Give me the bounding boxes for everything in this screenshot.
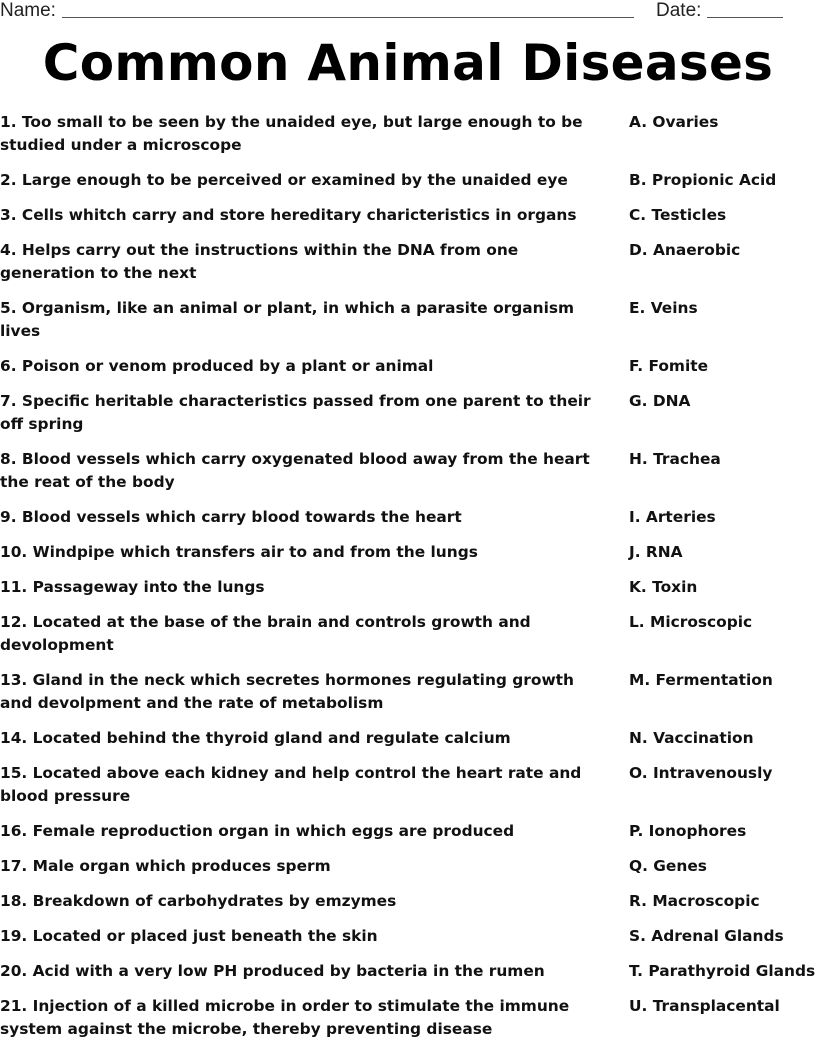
question-text: 19. Located or placed just beneath the skin (0, 927, 378, 945)
answer-option: O. Intravenously (629, 764, 773, 782)
name-blank-line[interactable] (62, 17, 634, 18)
answer-option: Q. Genes (629, 857, 707, 875)
question-text: 6. Poison or venom produced by a plant or animal (0, 357, 434, 375)
date-label: Date: (656, 0, 702, 21)
answer-option: K. Toxin (629, 578, 698, 596)
matching-row (0, 239, 816, 285)
matching-row (0, 820, 816, 843)
matching-row (0, 995, 816, 1041)
question-text: 9. Blood vessels which carry blood towards the heart (0, 508, 462, 526)
answer-option: B. Propionic Acid (629, 171, 777, 189)
answer-option: J. RNA (629, 543, 683, 561)
answer-option: D. Anaerobic (629, 241, 741, 259)
question-text: 1. Too small to be seen by the unaided eye, but large enough to be studied under a microscope (0, 113, 583, 154)
answer-option: A. Ovaries (629, 113, 719, 131)
answer-option: M. Fermentation (629, 671, 773, 689)
answer-option: U. Transplacental (629, 997, 780, 1015)
answer-option: F. Fomite (629, 357, 709, 375)
matching-row (0, 576, 816, 599)
answer-option: C. Testicles (629, 206, 727, 224)
matching-row (0, 611, 816, 657)
matching-row (0, 204, 816, 227)
question-text: 8. Blood vessels which carry oxygenated blood away from the heart the reat of the body (0, 450, 590, 491)
matching-row (0, 669, 816, 715)
matching-row (0, 960, 816, 983)
answer-option: T. Parathyroid Glands (629, 962, 816, 980)
matching-list (0, 111, 816, 1053)
answer-option: S. Adrenal Glands (629, 927, 784, 945)
question-text: 17. Male organ which produces sperm (0, 857, 331, 875)
matching-row (0, 541, 816, 564)
date-blank-line[interactable] (707, 17, 783, 18)
name-label: Name: (0, 0, 56, 21)
matching-row (0, 925, 816, 948)
matching-row (0, 890, 816, 913)
question-text: 7. Specific heritable characteristics passed from one parent to their off spring (0, 392, 591, 433)
question-text: 18. Breakdown of carbohydrates by emzymes (0, 892, 397, 910)
question-text: 12. Located at the base of the brain and controls growth and devolopment (0, 613, 531, 654)
question-text: 21. Injection of a killed microbe in order to stimulate the immune system against the microbe, thereby preventing disease (0, 997, 570, 1038)
matching-row (0, 297, 816, 343)
answer-option: R. Macroscopic (629, 892, 760, 910)
matching-row (0, 762, 816, 808)
page-title: Common Animal Diseases (42, 34, 774, 92)
question-text: 14. Located behind the thyroid gland and regulate calcium (0, 729, 511, 747)
answer-option: I. Arteries (629, 508, 716, 526)
question-text: 10. Windpipe which transfers air to and from the lungs (0, 543, 478, 561)
question-text: 5. Organism, like an animal or plant, in which a parasite organism lives (0, 299, 575, 340)
question-text: 2. Large enough to be perceived or examined by the unaided eye (0, 171, 568, 189)
matching-row (0, 727, 816, 750)
matching-row (0, 111, 816, 157)
question-text: 20. Acid with a very low PH produced by bacteria in the rumen (0, 962, 545, 980)
matching-row (0, 169, 816, 192)
worksheet-header (0, 0, 816, 24)
answer-option: N. Vaccination (629, 729, 754, 747)
answer-option: E. Veins (629, 299, 698, 317)
question-text: 3. Cells whitch carry and store hereditary charicteristics in organs (0, 206, 577, 224)
matching-row (0, 390, 816, 436)
question-text: 16. Female reproduction organ in which eggs are produced (0, 822, 515, 840)
answer-option: H. Trachea (629, 450, 721, 468)
matching-row (0, 448, 816, 494)
question-text: 13. Gland in the neck which secretes hormones regulating growth and devolpment and the rate of metabolism (0, 671, 574, 712)
question-text: 15. Located above each kidney and help control the heart rate and blood pressure (0, 764, 582, 805)
answer-option: P. Ionophores (629, 822, 747, 840)
matching-row (0, 355, 816, 378)
question-text: 4. Helps carry out the instructions within the DNA from one generation to the next (0, 241, 519, 282)
matching-row (0, 855, 816, 878)
matching-row (0, 506, 816, 529)
answer-option: L. Microscopic (629, 613, 753, 631)
answer-option: G. DNA (629, 392, 691, 410)
question-text: 11. Passageway into the lungs (0, 578, 265, 596)
